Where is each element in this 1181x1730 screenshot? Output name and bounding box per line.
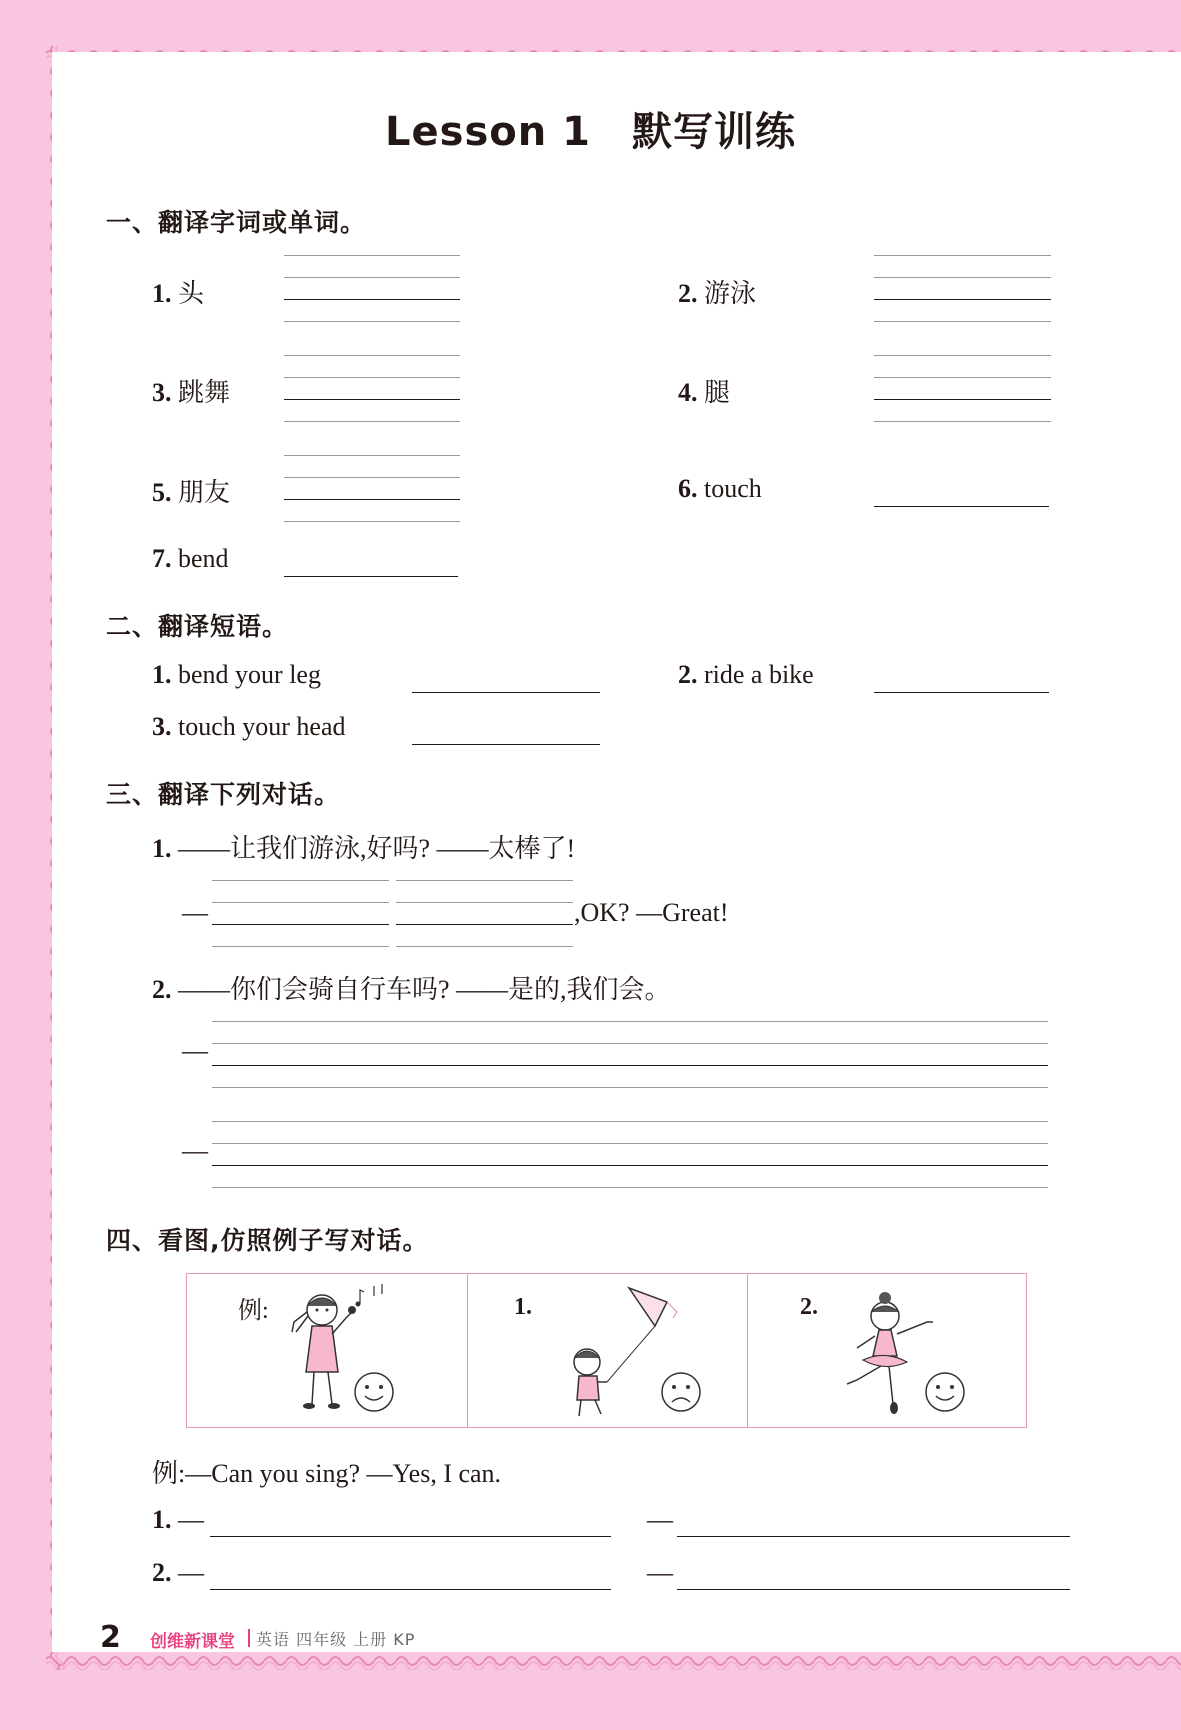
picture-1	[467, 1274, 747, 1427]
s4-answer-1	[152, 1505, 204, 1535]
page-number: 2	[100, 1620, 121, 1655]
s1-item-5-text: 朋友	[178, 478, 231, 507]
s2-item-1-answer-line[interactable]	[412, 692, 600, 693]
s1-item-5-answer-lines[interactable]	[284, 455, 460, 545]
s3-item-2-dash-1: —	[182, 1036, 208, 1065]
s3-item-2-lines-1[interactable]	[212, 1021, 1048, 1111]
s1-item-3-answer-lines[interactable]	[284, 355, 460, 445]
s4-answer-2-line-1[interactable]	[210, 1589, 611, 1590]
s1-item-1-num: 1.	[152, 279, 172, 308]
s2-item-2-answer-line[interactable]	[874, 692, 1049, 693]
s3-item-1-dash: —	[182, 898, 208, 927]
s3-item-1-text: ——让我们游泳,好吗? ——太棒了!	[178, 834, 576, 863]
s1-item-3-num: 3.	[152, 378, 172, 407]
s1-item-3-text: 跳舞	[178, 378, 231, 407]
s2-item-2-num: 2.	[678, 660, 698, 689]
smiley-face-icon	[353, 1371, 395, 1413]
s4-answer-1-num: 1.	[152, 1505, 172, 1534]
s3-item-1-lines-a[interactable]	[212, 880, 389, 970]
s2-item-3-num: 3.	[152, 712, 172, 741]
section4-heading: 四、看图,仿照例子写对话。	[106, 1226, 429, 1255]
s1-item-5-num: 5.	[152, 478, 172, 507]
picture-frame	[186, 1273, 1027, 1428]
s2-item-1	[152, 660, 321, 690]
s4-answer-2	[152, 1558, 204, 1588]
s1-item-7-num: 7.	[152, 544, 172, 573]
picture-example	[187, 1274, 467, 1427]
s1-item-2-num: 2.	[678, 279, 698, 308]
s2-item-2	[678, 660, 814, 690]
footer-brand: 创维新课堂	[150, 1632, 235, 1652]
s1-item-4	[678, 372, 730, 409]
picture-example-label: 例:	[238, 1298, 269, 1324]
s1-item-2-answer-lines[interactable]	[874, 255, 1051, 345]
s1-item-7-answer-line[interactable]	[284, 576, 458, 577]
boy-flying-kite-illustration	[537, 1282, 737, 1422]
s3-item-2-num: 2.	[152, 975, 172, 1004]
s1-item-1	[152, 273, 204, 310]
s1-item-3	[152, 372, 230, 409]
s3-item-1	[152, 828, 575, 865]
s3-item-2	[152, 969, 671, 1006]
s2-item-3	[152, 712, 346, 742]
s3-item-2-text: ——你们会骑自行车吗? ——是的,我们会。	[178, 975, 671, 1004]
s3-item-1-num: 1.	[152, 834, 172, 863]
s1-item-4-answer-lines[interactable]	[874, 355, 1051, 445]
s4-answer-1-line-2[interactable]	[677, 1536, 1070, 1537]
s1-item-4-text: 腿	[704, 378, 731, 407]
s4-answer-2-dash-1: —	[178, 1558, 204, 1587]
s3-item-2-dash-2: —	[182, 1136, 208, 1165]
footer-divider	[248, 1629, 250, 1647]
s1-item-6-text: touch	[704, 474, 762, 503]
s3-item-1-suffix: ,OK? —Great!	[574, 898, 729, 927]
s3-item-2-lines-2[interactable]	[212, 1121, 1048, 1211]
picture-1-label: 1.	[514, 1294, 532, 1320]
s4-answer-2-line-2[interactable]	[677, 1589, 1070, 1590]
footer-info: 英语 四年级 上册 KP	[256, 1630, 416, 1649]
s2-item-2-text: ride a bike	[704, 660, 814, 689]
s2-item-1-text: bend your leg	[178, 660, 321, 689]
picture-2-label: 2.	[800, 1294, 818, 1320]
s4-answer-2-num: 2.	[152, 1558, 172, 1587]
s1-item-6	[678, 474, 762, 504]
s4-answer-1-dash-2: —	[647, 1505, 673, 1534]
s2-item-1-num: 1.	[152, 660, 172, 689]
section3-heading: 三、翻译下列对话。	[106, 780, 341, 809]
s2-item-3-text: touch your head	[178, 712, 346, 741]
s4-example-line: 例:—Can you sing? —Yes, I can.	[152, 1459, 502, 1488]
page-title: Lesson 1 默写训练	[385, 109, 796, 155]
s1-item-6-answer-line[interactable]	[874, 506, 1049, 507]
s1-item-1-answer-lines[interactable]	[284, 255, 460, 345]
s1-item-7-text: bend	[178, 544, 229, 573]
s4-answer-1-line-1[interactable]	[210, 1536, 611, 1537]
picture-2	[747, 1274, 1027, 1427]
s1-item-2-text: 游泳	[704, 279, 757, 308]
section1-heading: 一、翻译字词或单词。	[106, 208, 367, 237]
s1-item-4-num: 4.	[678, 378, 698, 407]
sad-face-icon	[660, 1371, 702, 1413]
smiley-face-icon	[924, 1371, 966, 1413]
s4-answer-1-dash-1: —	[178, 1505, 204, 1534]
s1-item-1-text: 头	[178, 279, 205, 308]
s3-item-1-lines-b[interactable]	[396, 880, 573, 970]
section2-heading: 二、翻译短语。	[106, 612, 289, 641]
s2-item-3-answer-line[interactable]	[412, 744, 600, 745]
s1-item-6-num: 6.	[678, 474, 698, 503]
s1-item-7	[152, 544, 229, 574]
s1-item-5	[152, 472, 230, 509]
s4-answer-2-dash-2: —	[647, 1558, 673, 1587]
s1-item-2	[678, 273, 756, 310]
